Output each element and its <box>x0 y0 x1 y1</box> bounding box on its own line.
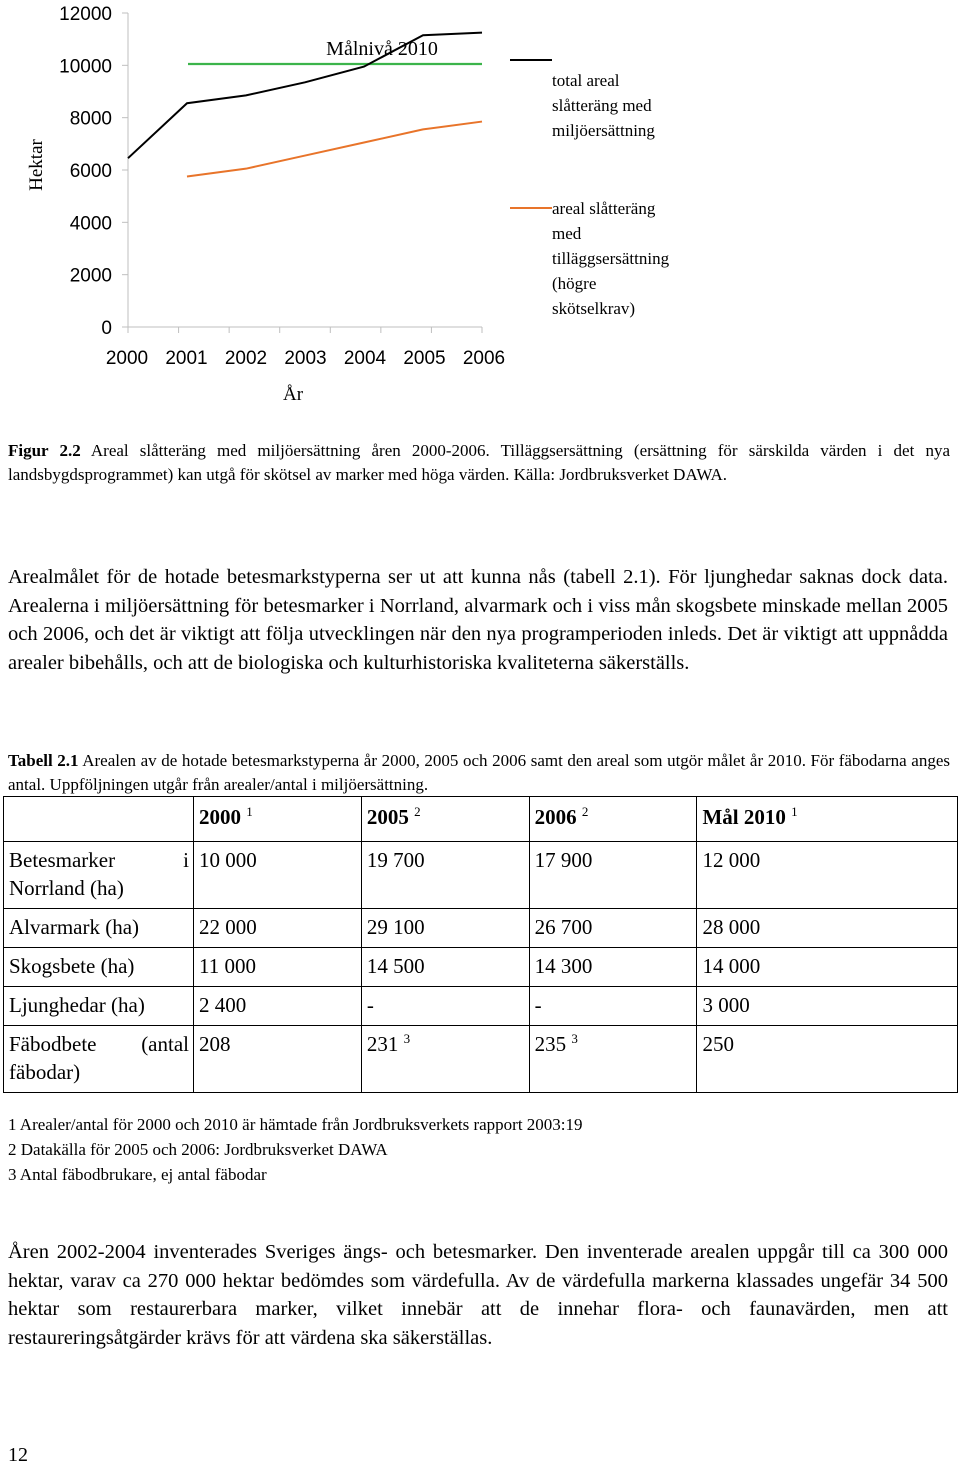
table-header-cell: 2000 $^1$ <box>194 797 362 842</box>
table-cell: 22 000 <box>194 909 362 948</box>
figure-caption-text: Areal slåtteräng med miljöersättning åren 2000-2006. Tilläggsersättning (ersättning för särskilda värden i det nya landsbygdsprogrammet) kan utgå för skötsel av marker med höga värden. Källa: Jordbruksverket DAWA. <box>8 441 950 484</box>
y-tick-label: 8000 <box>69 108 112 130</box>
y-tick-label: 4000 <box>69 213 112 235</box>
table-header-cell: 2006 $^2$ <box>529 797 697 842</box>
figure-caption <box>8 439 950 487</box>
table-cell: 231 $^3$ <box>361 1026 529 1093</box>
x-tick-label: 2005 <box>403 348 446 369</box>
table-cell: - <box>361 987 529 1026</box>
table-cell: 14 500 <box>361 948 529 987</box>
x-axis-label: År <box>282 384 304 405</box>
footnote: 2 Datakälla för 2005 och 2006: Jordbruksverket DAWA <box>8 1140 388 1159</box>
area-line-chart <box>0 0 960 420</box>
table-cell: 29 100 <box>361 909 529 948</box>
table-row <box>4 987 958 1026</box>
table-header-cell: 2005 $^2$ <box>361 797 529 842</box>
table-caption <box>8 749 950 797</box>
y-axis-label: Hektar <box>26 139 47 191</box>
legend-label-total: total areal slåtteräng med miljöersättning <box>552 71 655 140</box>
table-cell: 19 700 <box>361 842 529 909</box>
y-tick-label: 6000 <box>69 161 112 182</box>
body-paragraph-2: Åren 2002-2004 inventerades Sveriges ängs- och betesmarker. Den inventerade arealen uppgår till ca 300 000 hektar, varav ca 270 000 hektar bedömdes som värdefulla. Av de värdefulla markerna klassades ungefär 34 500 hektar som restaurerbara marker, vilket innebär att de innehar flora- och faunavärden, men att restaureringsåtgärder krävs för att värdena ska säkerställas. <box>8 1241 948 1349</box>
x-tick-label: 2001 <box>165 348 208 369</box>
table-cell: 208 <box>194 1026 362 1093</box>
footnote: 3 Antal fäbodbrukare, ej antal fäbodar <box>8 1165 267 1184</box>
table-row-label: Betesmarker i Norrland (ha) <box>4 842 194 909</box>
table-cell: 10 000 <box>194 842 362 909</box>
table-cell: 14 000 <box>697 948 958 987</box>
x-tick-label: 2000 <box>105 348 149 369</box>
habitat-area-table <box>3 796 958 1093</box>
table-header-corner <box>4 797 194 842</box>
legend-label-supplement: areal slåtteräng med tilläggsersättning (högre skötselkrav) <box>552 199 670 318</box>
y-tick-label: 12000 <box>59 4 112 25</box>
y-tick-label: 10000 <box>59 56 112 78</box>
table-cell: 3 000 <box>697 987 958 1026</box>
x-tick-label: 2002 <box>224 348 268 369</box>
y-tick-label: 0 <box>101 318 112 339</box>
series-line-supplement <box>187 122 482 177</box>
table-header-cell: Mål 2010 $^1$ <box>697 797 958 842</box>
chart-legend <box>510 60 552 208</box>
table-caption-label: Tabell 2.1 <box>8 751 79 770</box>
x-axis <box>106 327 505 369</box>
table-row <box>4 909 958 948</box>
table-row-label: Alvarmark (ha) <box>4 909 194 948</box>
figure-caption-label: Figur 2.2 <box>8 441 81 460</box>
table-cell: - <box>529 987 697 1026</box>
x-tick-label: 2006 <box>462 348 506 369</box>
table-header-row <box>4 797 958 842</box>
table-footnotes <box>8 1112 583 1187</box>
table-cell: 2 400 <box>194 987 362 1026</box>
table-caption-text: Arealen av de hotade betesmarkstyperna år 2000, 2005 och 2006 samt den areal som utgör målet år 2010. För fäbodarna anges antal. Uppföljningen utgår från arealer/antal i miljöersättning. <box>8 751 950 794</box>
table-cell: 26 700 <box>529 909 697 948</box>
footnote: 1 Arealer/antal för 2000 och 2010 är hämtade från Jordbruksverkets rapport 2003:19 <box>8 1115 583 1134</box>
table-cell: 14 300 <box>529 948 697 987</box>
table-row-label: Fäbodbete (antal fäbodar) <box>4 1026 194 1093</box>
table-cell: 28 000 <box>697 909 958 948</box>
table-row <box>4 842 958 909</box>
body-paragraph-1: Arealmålet för de hotade betesmarkstyperna ser ut att kunna nås (tabell 2.1). För ljunghedar saknas dock data. Arealerna i miljöersättning för betesmarker i Norrland, alvarmark och i viss mån skogsbete minskade mellan 2005 och 2006, och det är viktigt att följa utvecklingen när den nya programperioden inleds. Det är viktigt att uppnådda arealer bibehålls, och att de biologiska och kulturhistoriska kvaliteterna säkerställs. <box>8 566 948 674</box>
table-cell: 235 $^3$ <box>529 1026 697 1093</box>
page-number: 12 <box>8 1444 28 1466</box>
table-row-label: Ljunghedar (ha) <box>4 987 194 1026</box>
table-cell: 250 <box>697 1026 958 1093</box>
table-cell: 17 900 <box>529 842 697 909</box>
table-row <box>4 1026 958 1093</box>
y-tick-label: 2000 <box>69 265 112 287</box>
x-tick-label: 2003 <box>284 348 327 369</box>
target-level-label: Målnivå 2010 <box>326 38 438 60</box>
x-tick-label: 2004 <box>343 348 387 369</box>
table-row-label: Skogsbete (ha) <box>4 948 194 987</box>
y-axis <box>59 4 128 339</box>
table-row <box>4 948 958 987</box>
table-cell: 11 000 <box>194 948 362 987</box>
table-cell: 12 000 <box>697 842 958 909</box>
